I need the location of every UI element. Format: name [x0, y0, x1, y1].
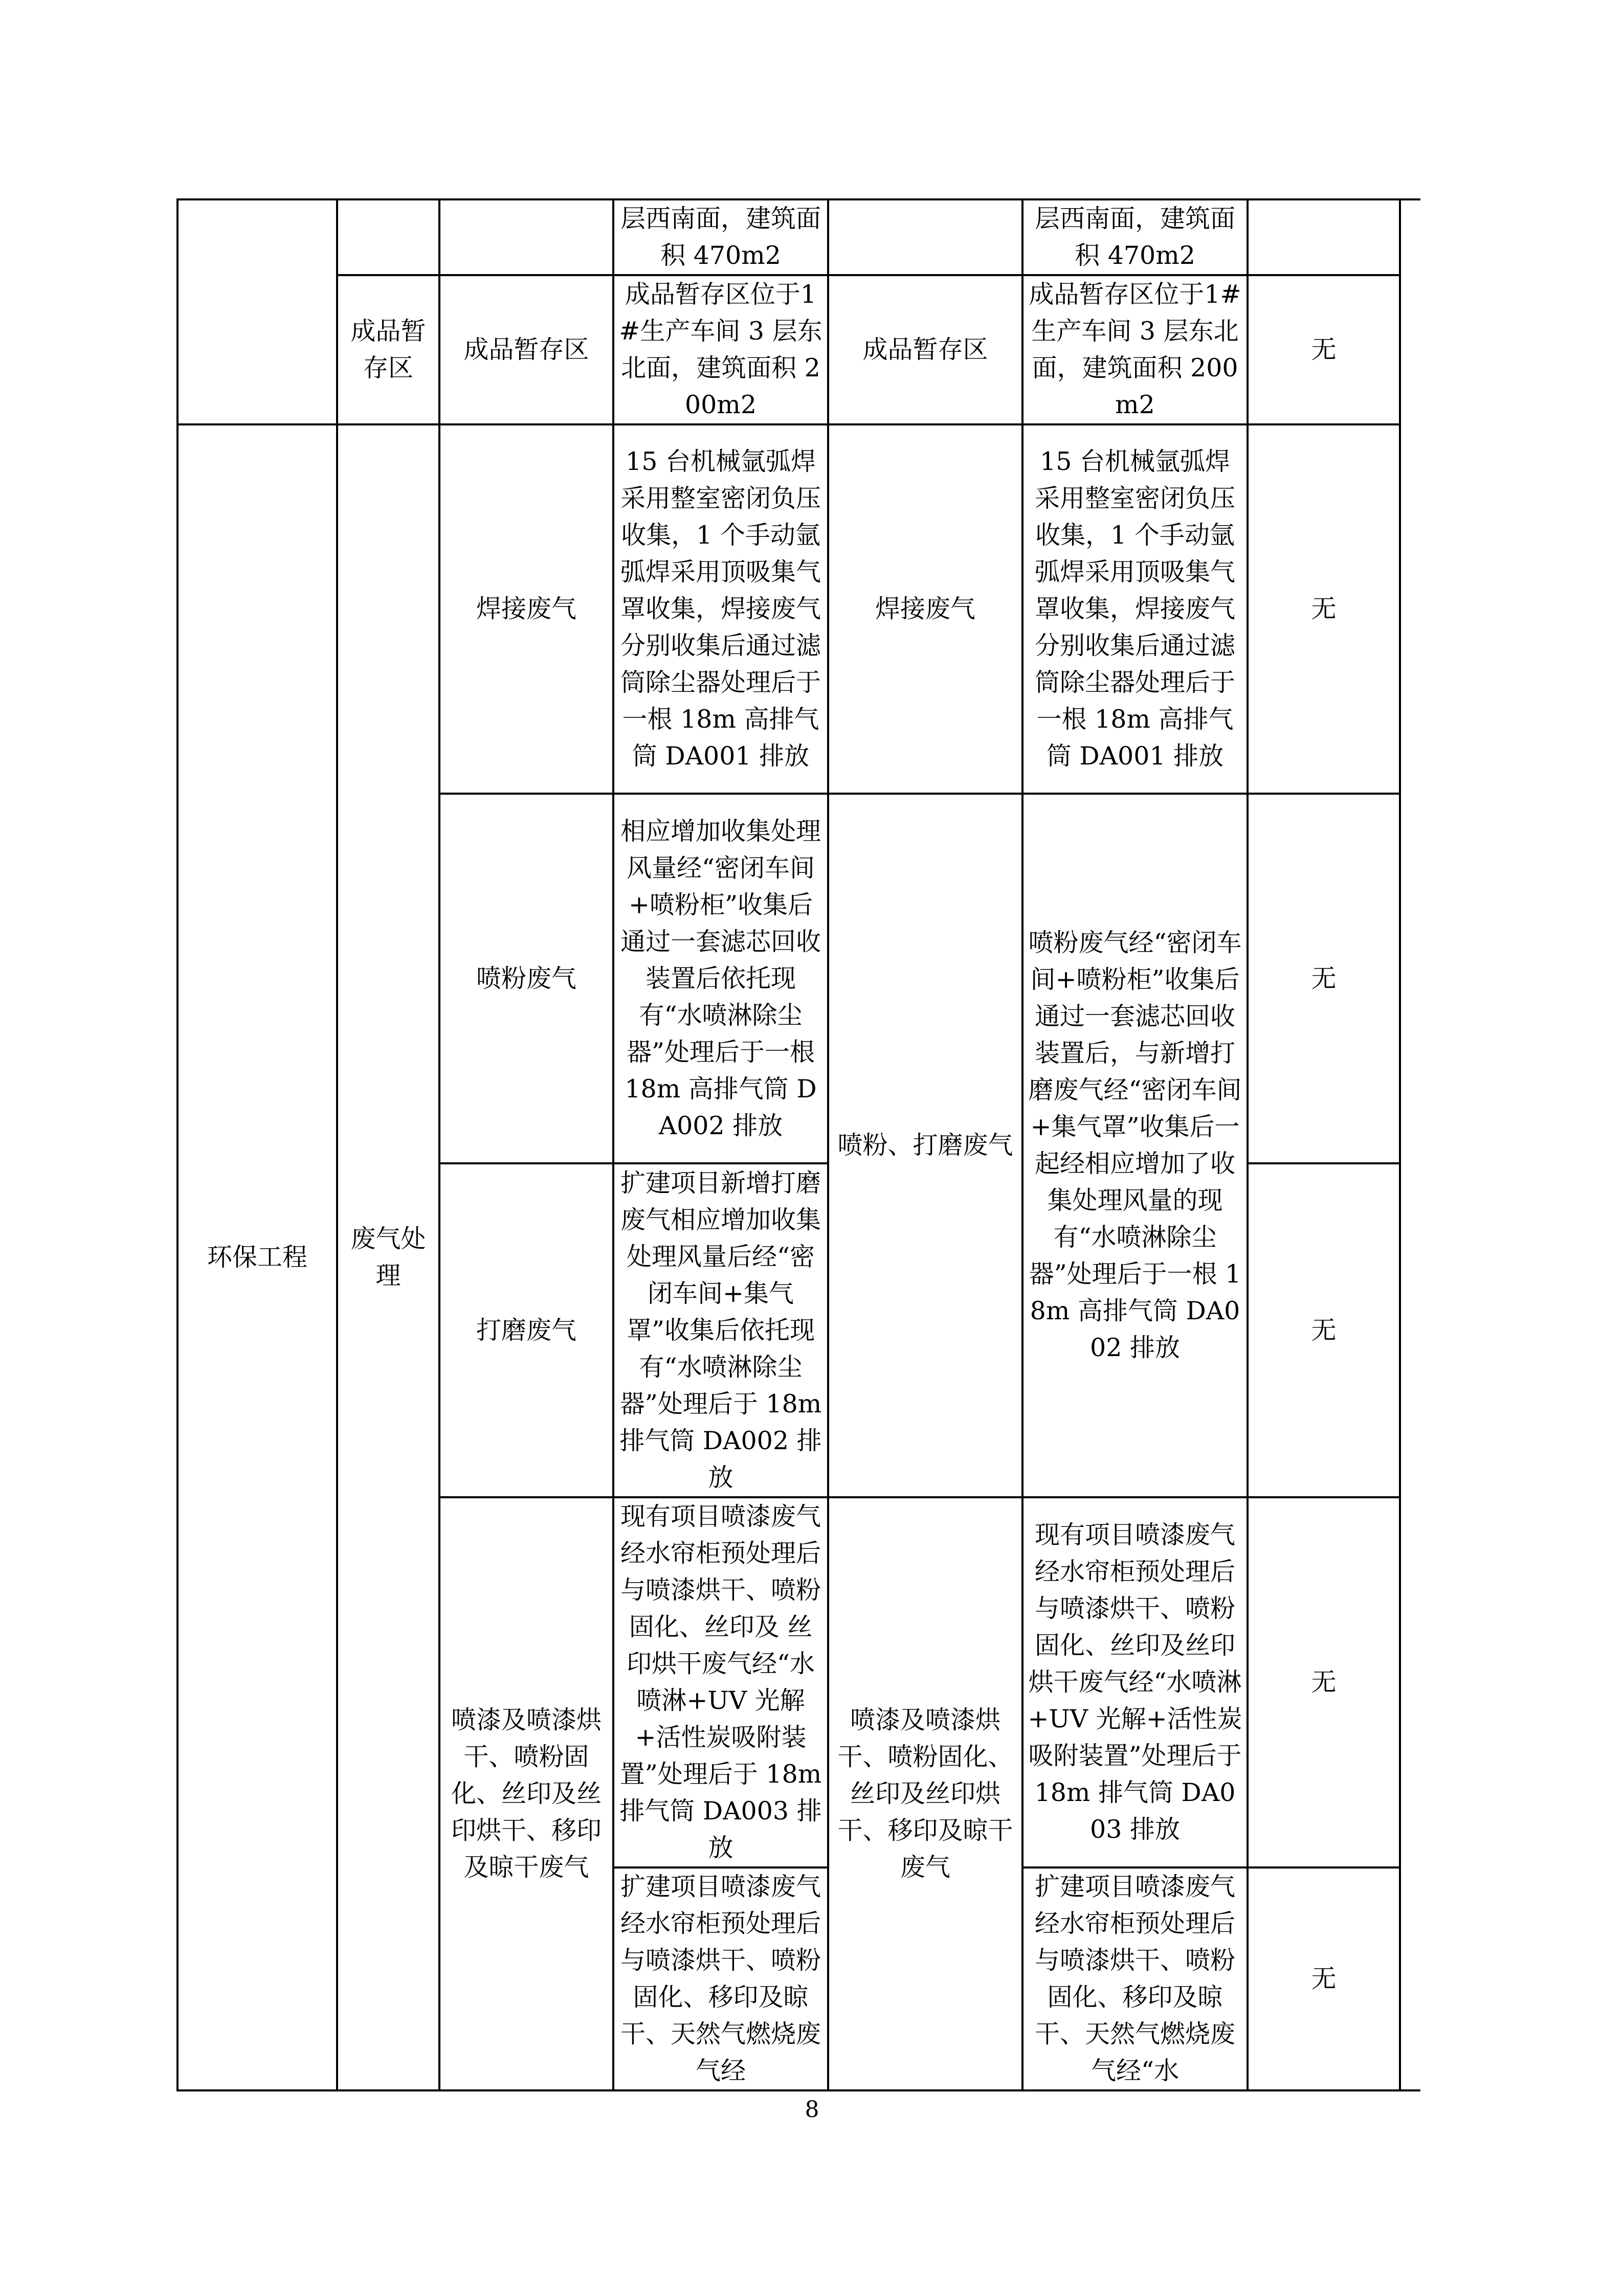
cell-category [177, 199, 337, 424]
cell-description: 15 台机械氩弧焊采用整室密闭负压收集，1 个手动氩弧焊采用顶吸集气罩收集，焊接废气分别收集后通过滤筒除尘器处理后于一根 18m 高排气筒 DA001 排放 [613, 424, 828, 794]
cell-description: 层西南面，建筑面积 470m2 [613, 199, 828, 275]
table-row [177, 199, 1420, 275]
cell-description: 现有项目喷漆废气经水帘柜预处理后与喷漆烘干、喷粉固化、丝印及 丝印烘干废气经“水喷淋+UV 光解+活性炭吸附装置”处理后于 18m 排气筒 DA003 排放 [613, 1497, 828, 1867]
cell-item: 喷漆及喷漆烘干、喷粉固化、丝印及丝印烘干、移印及晾干废气 [439, 1497, 613, 2090]
cell-subcategory: 废气处理 [337, 424, 439, 2090]
cell-description-after: 喷粉废气经“密闭车间+喷粉柜”收集后通过一套滤芯回收装置后，与新增打磨废气经“密闭车间+集气罩”收集后一起经相应增加了收集处理风量的现有“水喷淋除尘器”处理后于一根 18m 高排气筒 DA002 排放 [1022, 794, 1248, 1497]
table-row [177, 275, 1420, 424]
cell-edge [1400, 199, 1420, 2090]
cell-item-after: 焊接废气 [828, 424, 1022, 794]
environmental-table [176, 198, 1420, 2091]
cell-subcategory [337, 199, 439, 275]
cell-category: 环保工程 [177, 424, 337, 2090]
cell-description: 扩建项目新增打磨废气相应增加收集处理风量后经“密闭车间+集气罩”收集后依托现有“水喷淋除尘器”处理后于 18m 排气筒 DA002 排放 [613, 1163, 828, 1497]
cell-change: 无 [1248, 1867, 1400, 2090]
cell-description: 相应增加收集处理风量经“密闭车间+喷粉柜”收集后通过一套滤芯回收装置后依托现有“水喷淋除尘器”处理后于一根 18m 高排气筒 DA002 排放 [613, 794, 828, 1163]
cell-item-after: 喷粉、打磨废气 [828, 794, 1022, 1497]
cell-change: 无 [1248, 1497, 1400, 1867]
cell-item: 焊接废气 [439, 424, 613, 794]
cell-description: 扩建项目喷漆废气经水帘柜预处理后与喷漆烘干、喷粉固化、移印及晾干、天然气燃烧废气经 [613, 1867, 828, 2090]
cell-description-after: 成品暂存区位于1#生产车间 3 层东北面，建筑面积 200m2 [1022, 275, 1248, 424]
cell-description-after: 层西南面，建筑面积 470m2 [1022, 199, 1248, 275]
cell-item: 打磨废气 [439, 1163, 613, 1497]
cell-item [439, 199, 613, 275]
cell-item-after [828, 199, 1022, 275]
cell-change: 无 [1248, 275, 1400, 424]
cell-change: 无 [1248, 424, 1400, 794]
cell-item-after: 喷漆及喷漆烘干、喷粉固化、丝印及丝印烘干、移印及晾干废气 [828, 1497, 1022, 2090]
cell-description-after: 现有项目喷漆废气经水帘柜预处理后与喷漆烘干、喷粉固化、丝印及丝印烘干废气经“水喷淋+UV 光解+活性炭吸附装置”处理后于 18m 排气筒 DA003 排放 [1022, 1497, 1248, 1867]
cell-description-after: 扩建项目喷漆废气经水帘柜预处理后与喷漆烘干、喷粉固化、移印及晾干、天然气燃烧废气经“水 [1022, 1867, 1248, 2090]
cell-item: 喷粉废气 [439, 794, 613, 1163]
cell-change [1248, 199, 1400, 275]
cell-description: 成品暂存区位于1#生产车间 3 层东北面，建筑面积 200m2 [613, 275, 828, 424]
cell-description-after: 15 台机械氩弧焊采用整室密闭负压收集，1 个手动氩弧焊采用顶吸集气罩收集，焊接废气分别收集后通过滤筒除尘器处理后于一根 18m 高排气筒 DA001 排放 [1022, 424, 1248, 794]
cell-change: 无 [1248, 794, 1400, 1163]
cell-subcategory: 成品暂存区 [337, 275, 439, 424]
cell-item: 成品暂存区 [439, 275, 613, 424]
cell-item-after: 成品暂存区 [828, 275, 1022, 424]
table-row [177, 424, 1420, 794]
cell-change: 无 [1248, 1163, 1400, 1497]
page-number: 8 [805, 2097, 819, 2123]
